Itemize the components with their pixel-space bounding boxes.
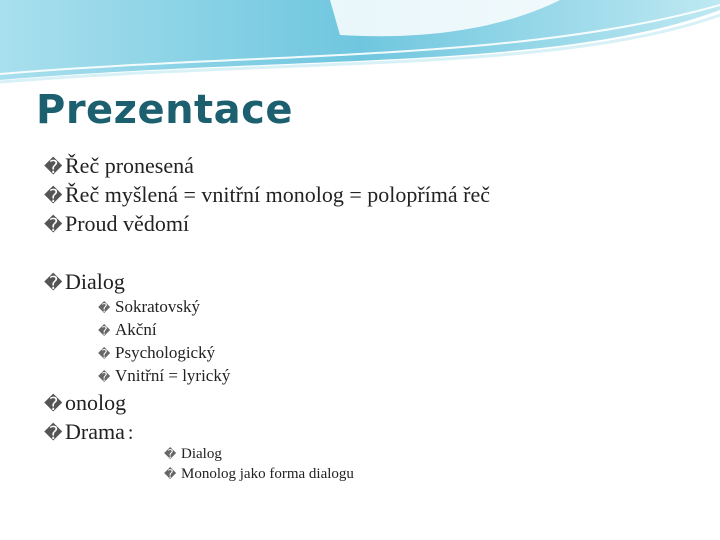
bullet-item-proud-vedomi xyxy=(44,210,189,240)
bullet-item-label: Řeč pronesená xyxy=(65,153,194,178)
sub-item-drama-dialog xyxy=(164,444,222,464)
sub-item-label: Vnitřní = lyrický xyxy=(115,366,231,385)
bullet-item-rec-pronesena xyxy=(44,152,194,182)
sub-bullet-icon: � xyxy=(164,467,177,481)
sub-item-label: Akční xyxy=(115,320,157,339)
sub-bullet-icon: � xyxy=(98,370,111,384)
sub-item-vnitrni-lyricky xyxy=(98,365,230,388)
sub-item-label: Psychologický xyxy=(115,343,216,362)
header-wave-decoration xyxy=(0,0,720,90)
bullet-icon: � xyxy=(44,273,63,294)
sub-item-label: Monolog jako forma dialogu xyxy=(181,466,354,482)
bullet-item-label: Proud vědomí xyxy=(65,211,190,236)
bullet-item-label: Dialog xyxy=(65,269,125,294)
sub-bullet-icon: � xyxy=(164,447,177,461)
bullet-icon: � xyxy=(44,215,63,236)
sub-item-sokratovsky xyxy=(98,296,200,319)
slide-title: Prezentace xyxy=(36,87,294,133)
bullet-icon: � xyxy=(44,394,63,415)
sub-item-label: Dialog xyxy=(181,446,222,462)
bullet-item-monolog xyxy=(44,389,126,419)
bullet-icon: � xyxy=(44,157,63,178)
drama-colon: : xyxy=(127,422,134,444)
bullet-item-label: onolog xyxy=(65,390,127,415)
sub-item-psychologicky xyxy=(98,342,215,365)
sub-bullet-icon: � xyxy=(98,301,111,315)
sub-bullet-icon: � xyxy=(98,324,111,338)
bullet-item-rec-myslena xyxy=(44,181,490,211)
bullet-icon: � xyxy=(44,186,63,207)
sub-item-monolog-jako-forma xyxy=(164,464,354,484)
sub-bullet-icon: � xyxy=(98,347,111,361)
bullet-item-label: Řeč myšlená = vnitřní monolog = polopřímá řeč xyxy=(65,182,491,207)
bullet-item-drama xyxy=(44,418,133,448)
sub-item-akcni xyxy=(98,319,157,342)
sub-item-label: Sokratovský xyxy=(115,297,200,316)
bullet-item-dialog xyxy=(44,268,125,298)
bullet-icon: � xyxy=(44,423,63,444)
bullet-item-label: Drama xyxy=(65,419,125,444)
